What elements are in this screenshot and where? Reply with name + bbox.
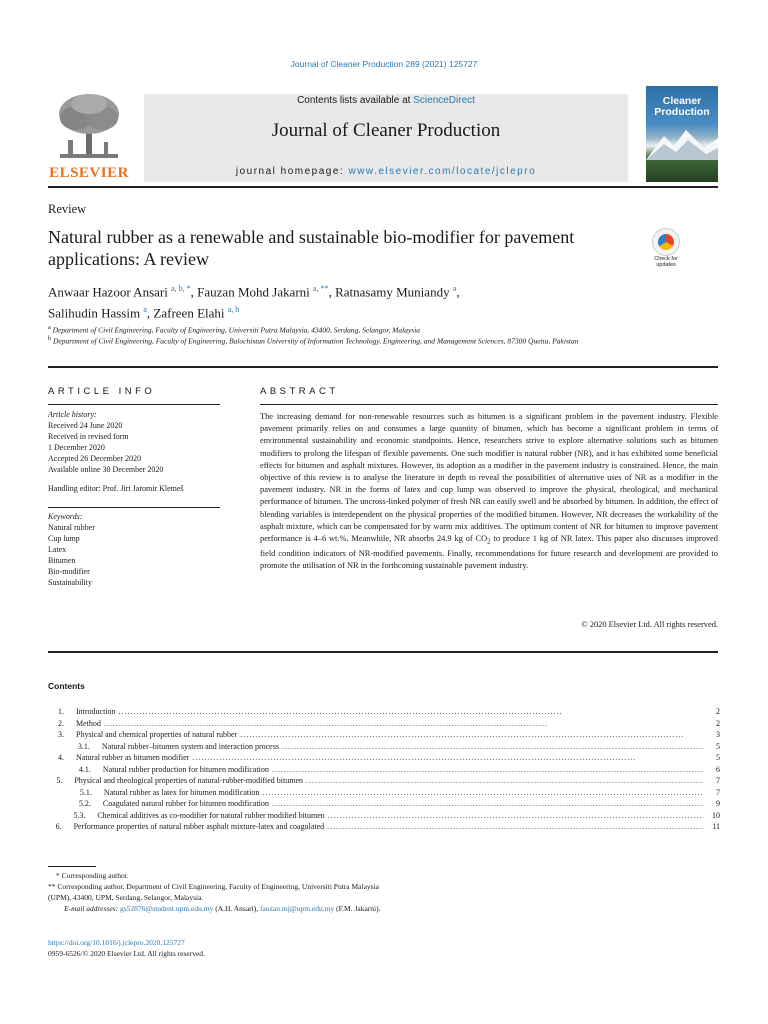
crossmark-icon xyxy=(652,228,680,256)
journal-homepage-line xyxy=(144,166,628,177)
toc-leader-dots xyxy=(272,764,703,776)
journal-name[interactable]: Journal of Cleaner Production xyxy=(271,120,501,141)
author-affil-sup[interactable]: a xyxy=(143,305,147,315)
toc-item[interactable] xyxy=(48,821,720,833)
toc-leader-dots xyxy=(104,718,703,730)
toc-number: 5.1. xyxy=(79,787,92,797)
keyword-item: Latex xyxy=(48,545,67,554)
toc-leader-dots xyxy=(240,729,703,741)
toc-page: 10 xyxy=(712,810,720,820)
author-affil-sup[interactable]: a xyxy=(452,284,457,293)
affiliation-sup: a xyxy=(48,324,51,331)
crossmark-label: Check for updates xyxy=(654,256,678,268)
toc-leader-dots xyxy=(327,821,703,833)
keyword-item: Natural rubber xyxy=(48,523,95,532)
toc-number: 4. xyxy=(58,753,64,762)
toc-number: 5.3. xyxy=(73,810,86,820)
contents-available-line xyxy=(144,95,628,106)
toc-item[interactable] xyxy=(48,752,720,764)
author-name[interactable]: Anwaar Hazoor Ansari xyxy=(48,284,168,300)
homepage-link[interactable]: www.elsevier.com/locate/jclepro xyxy=(348,166,537,177)
toc-page: 5 xyxy=(716,741,720,751)
divider xyxy=(48,366,718,368)
history-item: Accepted 26 December 2020 xyxy=(48,454,142,463)
toc-title[interactable]: Natural rubber as bitumen modifier xyxy=(76,753,190,762)
toc-number: 5. xyxy=(56,776,63,785)
divider xyxy=(48,507,220,508)
history-item: Available online 30 December 2020 xyxy=(48,465,164,474)
footnote-corresponding-2: ** Corresponding author. Department of Civil Engineering, Faculty of Engineering, Universiti Putra Malaysia (UPM), 43400, UPM, Serdang, Selangor, Malaysia. xyxy=(48,882,379,902)
article-type: Review xyxy=(48,202,87,216)
article-info-heading: ARTICLE INFO xyxy=(48,386,156,397)
toc-leader-dots xyxy=(272,798,703,810)
author-affil-sup[interactable]: a, ** xyxy=(313,284,329,293)
elsevier-wordmark: ELSEVIER xyxy=(49,165,129,181)
toc-title[interactable]: Natural rubber as latex for bitumen modification xyxy=(103,787,260,797)
table-of-contents xyxy=(48,706,720,833)
toc-number: 2. xyxy=(58,718,64,728)
homepage-prefix: journal homepage: xyxy=(235,166,349,177)
toc-item[interactable] xyxy=(48,764,720,776)
toc-page: 3 xyxy=(716,730,720,739)
toc-title[interactable]: Coagulated natural rubber for bitumen modification xyxy=(102,799,269,808)
toc-leader-dots xyxy=(282,741,703,753)
toc-title[interactable]: Performance properties of natural rubber asphalt mixture-latex and coagulated xyxy=(73,822,325,831)
toc-number: 6. xyxy=(55,822,62,831)
email-link[interactable]: gs52876@student.upm.edu.my xyxy=(119,904,214,913)
footnote-corresponding-1: * Corresponding author. xyxy=(56,871,129,880)
email-owner: (A.H. Ansari), xyxy=(213,904,261,913)
abstract-part-1: The increasing demand for non-renewable resources such as bitumen is a significant problem in the pavement industry. Flexible pavement primarily relies on and consumes a large quantity of bitumen, which has become a significant problem in terms of environmental sustainability and economic standpoints. Hence, researchers strive to explore alternative solutions such as bitumen modifiers to prolong the lifespan of flexible pavements. One such modifier is natural rubber (NR), and it has exhibited some beneficial effects for bitumen and asphalt mixtures. However, its adoption as a modifier in the pavement industry is constrained. Hence, the main objective of this review is to analyse the literature in depth to reveal the possibilities of alternative uses of NR as a modifier in the pavement industry. NR in the forms of latex and cup lump was observed to improve the physical, rheological, and mechanical performance of bitumen. The uncross-linked polymer of fresh NR can easily swell and be absorbed by bitumen. In addition, the effect of blending variables is interdependent on the physical properties of the modified bitumen. However, NR decreases the workability of the asphalt mixture, which can be compensated for by warm mix additives. The optimum content of NR for bitumen to improve pavement performance is 4–6 wt.%. Meanwhile, NR absorbs 24.9 kg of CO xyxy=(260,412,718,544)
email-label: E-mail addresses: xyxy=(64,904,120,913)
toc-title[interactable]: Natural rubber–bitumen system and interaction process xyxy=(101,741,279,751)
footnote-divider xyxy=(48,866,96,867)
toc-item[interactable] xyxy=(48,810,720,822)
toc-leader-dots xyxy=(119,706,703,718)
toc-number: 5.2. xyxy=(78,799,91,808)
author-list: Anwaar Hazoor Ansari $^{a, b, *}$, Fauzan Mohd Jakarni $^{a, **}$, Ratnasamy Muniandy $^a$, Salihudin Hassim $^a$, Zafreen Elahi $^{a, b}$ xyxy=(48,284,460,321)
history-item: 1 December 2020 xyxy=(48,443,105,452)
author-name[interactable]: Ratnasamy Muniandy xyxy=(335,284,450,300)
journal-banner xyxy=(144,94,628,182)
masthead xyxy=(48,86,718,182)
email-link[interactable]: fauzan.mj@upm.edu.my xyxy=(260,904,335,913)
keyword-item: Bio-modifier xyxy=(48,567,90,576)
email-owner: (F.M. Jakarni). xyxy=(334,904,381,913)
keywords-label: Keywords: xyxy=(48,512,83,521)
mountain-icon xyxy=(646,130,718,160)
history-item: Received 24 June 2020 xyxy=(48,421,123,430)
toc-leader-dots xyxy=(262,787,703,799)
affiliation-sup: b xyxy=(48,335,52,342)
toc-page: 11 xyxy=(712,822,720,831)
contents-heading: Contents xyxy=(48,681,85,691)
toc-item[interactable] xyxy=(48,775,720,787)
doi-block xyxy=(48,937,205,959)
toc-page: 7 xyxy=(716,776,720,785)
cover-title-line-1: Cleaner xyxy=(662,95,702,107)
doi-link[interactable]: https://doi.org/10.1016/j.jclepro.2020.125727 xyxy=(48,938,185,947)
keyword-item: Cup lump xyxy=(48,534,80,543)
divider xyxy=(260,404,718,405)
toc-title[interactable]: Physical and chemical properties of natural rubber xyxy=(76,730,238,739)
footnote-emails xyxy=(48,903,388,914)
history-label: Article history: xyxy=(48,410,97,419)
toc-item[interactable] xyxy=(48,718,720,730)
toc-item[interactable] xyxy=(48,729,720,741)
toc-title[interactable]: Introduction xyxy=(76,707,116,716)
journal-citation[interactable]: Journal of Cleaner Production 289 (2021) 125727 xyxy=(290,59,478,69)
abstract-copyright: © 2020 Elsevier Ltd. All rights reserved. xyxy=(581,620,718,629)
toc-title[interactable]: Natural rubber production for bitumen modification xyxy=(102,764,269,774)
toc-title[interactable]: Method xyxy=(76,718,101,728)
author-name[interactable]: Salihudin Hassim xyxy=(48,305,141,321)
affiliation-text: Department of Civil Engineering, Faculty of Engineering, Universiti Putra Malaysia, 43400, Serdang, Selangor, Malaysia xyxy=(52,325,421,335)
divider xyxy=(48,186,718,188)
journal-cover-image[interactable] xyxy=(646,86,718,182)
author-name[interactable]: Zafreen Elahi xyxy=(153,305,225,321)
abstract-part-2: to produce 1 kg of NR latex. This paper also discusses improved field condition indicators of NR-modified pavements. Finally, recommendations for future research and development are provided to promote the utilisation of NR in the forthcoming sustainable pavement industry. xyxy=(260,534,718,571)
keyword-item: Bitumen xyxy=(48,556,76,565)
toc-page: 6 xyxy=(716,764,720,774)
toc-page: 7 xyxy=(716,787,720,797)
toc-number: 4.1. xyxy=(78,764,91,774)
co2-subscript: 2 xyxy=(487,537,491,546)
toc-title[interactable]: Physical and rheological properties of natural-rubber-modified bitumen xyxy=(74,776,304,785)
cover-title-line-2: Production xyxy=(654,106,710,118)
keyword-item: Sustainability xyxy=(48,578,92,587)
divider xyxy=(48,651,718,653)
toc-item[interactable] xyxy=(48,798,720,810)
abstract-heading: ABSTRACT xyxy=(260,386,339,397)
issn-line: 0959-6526/© 2020 Elsevier Ltd. All rights reserved. xyxy=(48,949,205,958)
article-history xyxy=(48,409,228,494)
toc-number: 3. xyxy=(58,730,64,739)
keywords xyxy=(48,511,228,588)
elsevier-tree-icon xyxy=(52,90,126,162)
affiliation-b xyxy=(48,333,688,347)
contents-prefix: Contents lists available at xyxy=(297,95,414,106)
toc-item[interactable] xyxy=(48,787,720,799)
toc-item[interactable] xyxy=(48,741,720,753)
handling-editor: Handling editor: Prof. Jiri Jaromir Klemeš xyxy=(48,484,184,493)
toc-leader-dots xyxy=(306,775,703,787)
author-affil-sup[interactable]: a, b, * xyxy=(171,284,191,293)
author-name[interactable]: Fauzan Mohd Jakarni xyxy=(197,284,310,300)
footnotes xyxy=(48,870,388,914)
toc-page: 5 xyxy=(716,753,720,762)
divider xyxy=(48,404,220,405)
toc-leader-dots xyxy=(192,752,703,764)
cover-title xyxy=(646,96,718,118)
toc-title[interactable]: Chemical additives as co-modifier for natural rubber modified bitumen xyxy=(97,810,325,820)
toc-page: 2 xyxy=(716,718,720,728)
sciencedirect-link[interactable]: ScienceDirect xyxy=(413,95,475,106)
toc-page: 9 xyxy=(716,799,720,808)
crossmark-button[interactable] xyxy=(646,228,686,268)
toc-number: 3.1. xyxy=(77,741,90,751)
article-title: Natural rubber as a renewable and sustainable bio-modifier for pavement applications: A review xyxy=(48,227,575,269)
toc-item[interactable] xyxy=(48,706,720,718)
author-affil-sup[interactable]: a, b xyxy=(227,305,240,315)
toc-leader-dots xyxy=(328,810,703,822)
affiliation-text: Department of Civil Engineering, Faculty of Engineering, Balochistan University of Information Technology, Engineering, and Management Sciences, 87300 Quetta, Pakistan xyxy=(53,336,579,346)
abstract-text xyxy=(260,411,718,572)
history-item: Received in revised form xyxy=(48,432,129,441)
toc-page: 2 xyxy=(716,707,720,716)
elsevier-logo[interactable] xyxy=(48,86,130,182)
toc-number: 1. xyxy=(58,707,64,716)
